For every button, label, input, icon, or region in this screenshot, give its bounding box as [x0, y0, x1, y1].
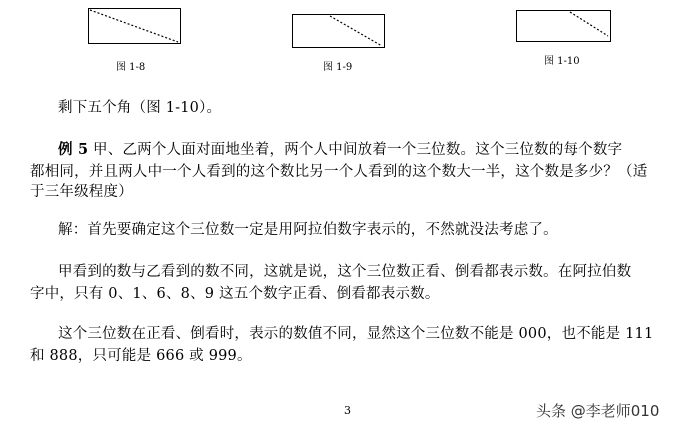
example-5-label: 例 5 [58, 141, 89, 158]
example-5-line-2: 都相同，并且两人中一个人看到的这个数比另一个人看到的这个数大一半，这个数是多少？（适 [30, 164, 648, 180]
figure-1-8-drawing [88, 8, 182, 46]
figure-1-8-caption: 图 1-8 [116, 62, 146, 73]
paragraph-solution [58, 220, 674, 240]
figure-1-9-caption: 图 1-9 [323, 62, 353, 73]
paragraph-digits-line-1 [58, 262, 674, 282]
paragraph-digits-line-2 [30, 284, 680, 304]
example-5-text: 甲、乙两个人面对面地坐着，两个人中间放着一个三位数。这个三位数的每个数字 [88, 142, 623, 158]
solution-text: 解：首先要确定这个三位数一定是用阿拉伯数字表示的，不然就没法考虑了。 [58, 222, 558, 238]
figure-1-9 [292, 14, 386, 50]
paragraph-example-5-cont [30, 162, 680, 202]
paragraph-conclusion-line-2 [30, 346, 680, 366]
digits-text-1: 甲看到的数与乙看到的数不同，这就是说，这个三位数正看、倒看都表示数。在阿拉伯数 [58, 264, 632, 280]
figure-1-10-caption: 图 1-10 [544, 56, 580, 67]
figure-1-9-drawing [292, 14, 386, 50]
paragraph-text: 剩下五个角（图 1-10）。 [58, 100, 222, 116]
page-number: 3 [344, 404, 351, 417]
figure-1-10-drawing [516, 10, 612, 44]
watermark-text: 头条 @李老师010 [536, 402, 660, 420]
digits-text-2: 字中，只有 0、1、6、8、9 这五个数字正看、倒看都表示数。 [30, 286, 440, 302]
paragraph-remaining-corners [58, 98, 674, 118]
conclusion-text-1: 这个三位数在正看、倒看时，表示的数值不同，显然这个三位数不能是 000，也不能是 111 [58, 326, 654, 342]
paragraph-conclusion-line-1 [58, 324, 674, 344]
figure-1-10 [516, 10, 612, 44]
example-5-line-1 [58, 140, 674, 160]
conclusion-text-2: 和 888，只可能是 666 或 999。 [30, 348, 252, 364]
example-5-line-3: 于三年级程度） [30, 184, 133, 200]
figure-1-8 [88, 8, 182, 46]
paragraph-example-5 [58, 140, 674, 160]
